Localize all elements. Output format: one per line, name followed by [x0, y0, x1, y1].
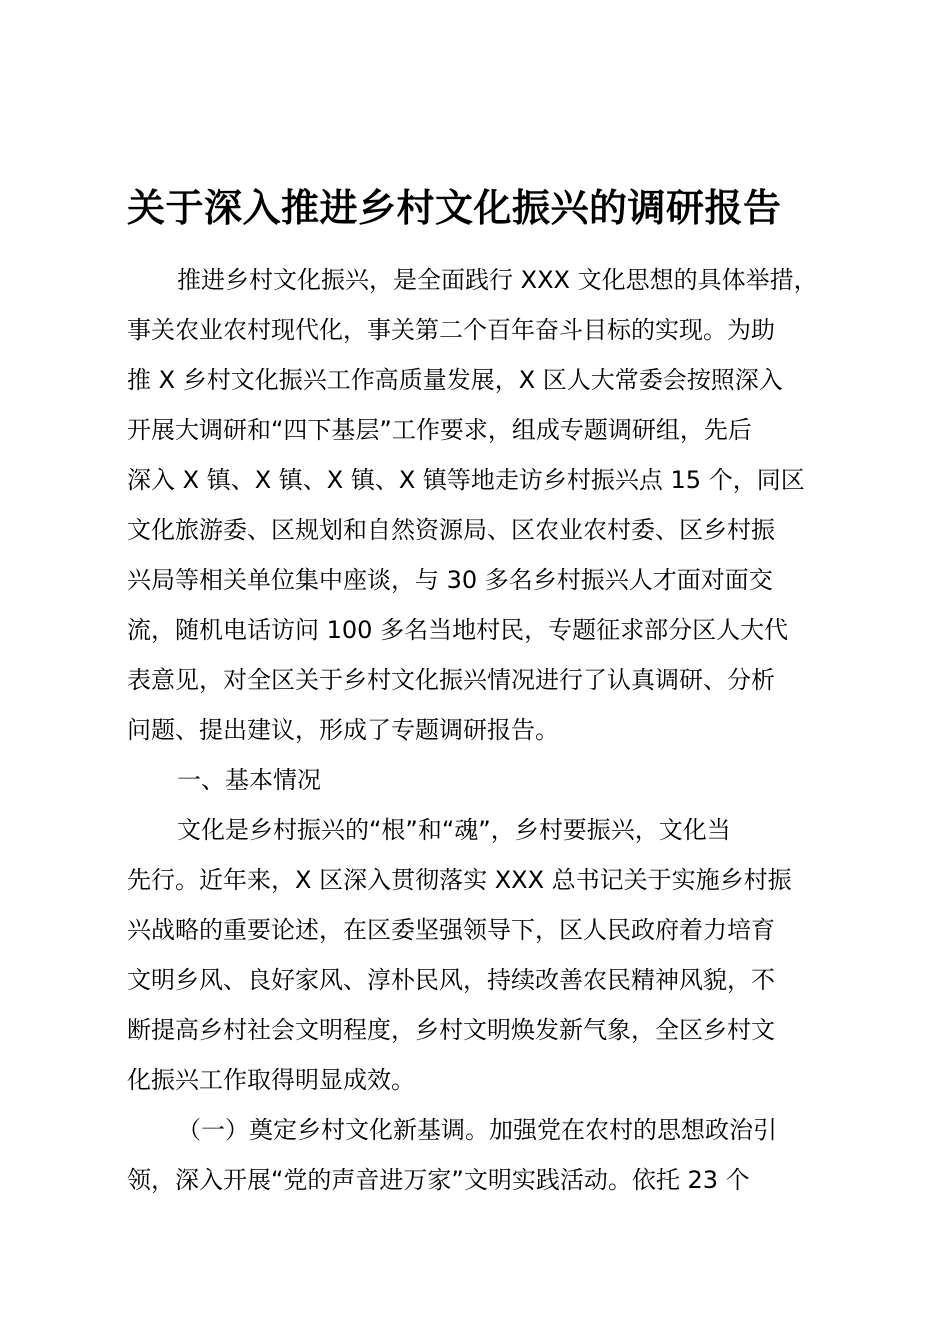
document-body [127, 205, 847, 1205]
paragraph-line: 断提高乡村社会文明程度，乡村文明焕发新气象，全区乡村文 [127, 1016, 775, 1044]
paragraph-line: 文明乡风、良好家风、淳朴民风，持续改善农民精神风貌，不 [127, 966, 775, 994]
subsection-line: （一）奠定乡村文化新基调。加强党在农村的思想政治引 [177, 1116, 777, 1144]
paragraph-line: 问题、提出建议，形成了专题调研报告。 [127, 716, 559, 744]
paragraph-line: 文化是乡村振兴的“根”和“魂”，乡村要振兴，文化当 [177, 816, 731, 844]
paragraph-line: 兴战略的重要论述，在区委坚强领导下，区人民政府着力培育 [127, 916, 775, 944]
paragraph-line: 表意见，对全区关于乡村文化振兴情况进行了认真调研、分析 [127, 666, 775, 694]
paragraph-line: 开展大调研和“四下基层”工作要求，组成专题调研组，先后 [127, 416, 752, 444]
paragraph-line: 化振兴工作取得明显成效。 [127, 1066, 415, 1094]
paragraph-line: 推 X 乡村文化振兴工作高质量发展，X 区人大常委会按照深入 [127, 366, 783, 394]
paragraph-line: 推进乡村文化振兴，是全面践行 XXX 文化思想的具体举措， [177, 266, 818, 294]
paragraph-line: 文化旅游委、区规划和自然资源局、区农业农村委、区乡村振 [127, 516, 775, 544]
paragraph-line: 先行。近年来，X 区深入贯彻落实 XXX 总书记关于实施乡村振 [127, 866, 792, 894]
document-title: 关于深入推进乡村文化振兴的调研报告 [127, 185, 782, 230]
paragraph-line: 领，深入开展“党的声音进万家”文明实践活动。依托 23 个 [127, 1166, 750, 1194]
section-heading: 一、基本情况 [177, 766, 321, 794]
paragraph-line: 深入 X 镇、X 镇、X 镇、X 镇等地走访乡村振兴点 15 个，同区 [127, 466, 805, 494]
paragraph-line: 流，随机电话访问 100 多名当地村民，专题征求部分区人大代 [127, 616, 789, 644]
spacer-line [127, 205, 847, 255]
paragraph-line: 事关农业农村现代化，事关第二个百年奋斗目标的实现。为助 [127, 316, 775, 344]
paragraph-line: 兴局等相关单位集中座谈，与 30 多名乡村振兴人才面对面交 [127, 566, 773, 594]
